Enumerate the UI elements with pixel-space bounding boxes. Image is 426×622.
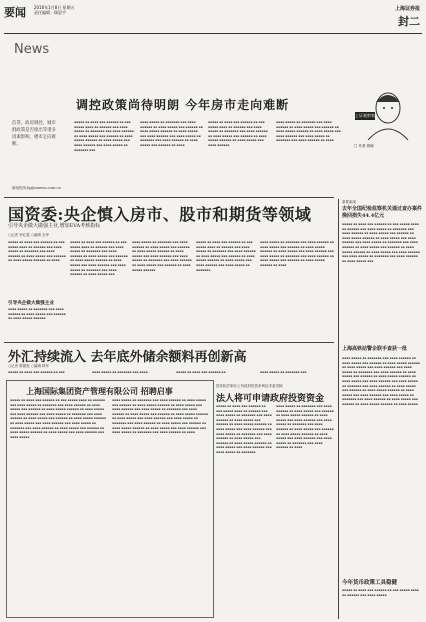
text-column: ▪▪▪▪▪ ▪▪ ▪▪▪▪ ▪▪▪ ▪▪▪▪▪▪ ▪▪ ▪▪▪ ▪▪▪▪▪ ▪▪▪▪ ▪▪ ▪▪▪▪▪▪ ▪▪▪ ▪▪▪▪ ▪▪▪▪▪ ▪▪ ▪▪▪▪▪▪▪ ▪▪▪ ▪▪▪▪ ▪▪▪▪▪▪ ▪▪ ▪▪▪▪ ▪▪▪▪▪ ▪▪▪ ▪▪▪▪▪▪ ▪▪ ▪▪▪▪ ▪▪▪▪▪ ▪▪▪▪▪▪ ▪▪ ▪▪▪▪ ▪▪▪▪▪ ▪▪▪ ▪▪▪▪ ▪▪▪▪▪▪ ▪▪▪ ▪▪▪▪ ▪▪▪▪▪ ▪▪ ▪▪▪▪▪▪▪ ▪▪▪: [74, 120, 134, 152]
fx-headline: 外汇持续流入 去年底外储余额料再创新高: [8, 350, 247, 365]
middle-kicker: 国务院法制办公布政府投资条例征求意见稿: [216, 384, 283, 388]
lead-blurb: 信贷、政府调控、城市群政策是否推出等诸多因素影响，楼市走向难断。: [12, 121, 56, 147]
ad-text-column: ▪▪▪▪▪ ▪▪ ▪▪▪▪ ▪▪▪ ▪▪▪▪▪▪ ▪▪ ▪▪▪ ▪▪▪▪▪ ▪▪▪▪ ▪▪ ▪▪▪▪▪▪ ▪▪▪ ▪▪▪▪ ▪▪▪▪▪ ▪▪ ▪▪▪▪▪▪▪ ▪▪▪ ▪▪▪▪ ▪▪▪▪▪▪ ▪▪ ▪▪▪▪ ▪▪▪▪▪ ▪▪▪ ▪▪▪▪▪▪ ▪▪ ▪▪▪▪ ▪▪▪▪▪ ▪▪▪▪▪▪ ▪▪ ▪▪▪▪ ▪▪▪▪▪ ▪▪▪ ▪▪▪▪ ▪▪▪▪▪▪ ▪▪▪ ▪▪▪▪ ▪▪▪▪▪ ▪▪ ▪▪▪▪▪▪▪ ▪▪▪ ▪▪▪▪ ▪▪▪▪▪▪ ▪▪ ▪▪▪▪ ▪▪▪▪▪ ▪▪▪ ▪▪▪▪▪▪ ▪▪ ▪▪▪▪ ▪▪▪▪▪ ▪▪▪▪▪▪ ▪▪ ▪▪▪▪ ▪▪▪▪▪ ▪▪▪ ▪▪▪▪ ▪▪▪▪▪▪ ▪▪▪ ▪▪▪▪ ▪▪▪▪▪ ▪▪ ▪▪▪▪▪▪▪ ▪▪▪ ▪▪▪▪ ▪▪▪▪▪▪ ▪▪ ▪▪▪▪ ▪▪▪▪▪ ▪▪▪ ▪▪▪▪▪▪ ▪▪ ▪▪▪▪ ▪▪▪▪▪ ▪▪▪▪▪▪ ▪▪ ▪▪▪▪ ▪▪▪▪▪ ▪▪▪ ▪▪▪▪ ▪▪▪▪▪▪ ▪▪▪ ▪▪▪▪ ▪▪▪▪▪: [10, 398, 107, 439]
text-column: ▪▪▪▪▪ ▪▪ ▪▪▪▪ ▪▪▪ ▪▪▪▪▪▪ ▪▪ ▪▪▪ ▪▪▪▪▪ ▪▪▪▪ ▪▪ ▪▪▪▪▪▪ ▪▪▪ ▪▪▪▪ ▪▪▪▪▪ ▪▪ ▪▪▪▪▪▪▪ ▪▪▪ ▪▪▪▪ ▪▪▪▪▪▪ ▪▪ ▪▪▪▪ ▪▪▪▪▪ ▪▪▪ ▪▪▪▪▪▪ ▪▪ ▪▪▪▪ ▪▪▪▪▪ ▪▪▪▪▪▪ ▪▪ ▪▪▪▪ ▪▪▪▪▪ ▪▪▪ ▪▪▪▪ ▪▪▪▪▪▪ ▪▪▪ ▪▪▪▪ ▪▪▪▪▪ ▪▪ ▪▪▪▪▪▪▪: [196, 240, 256, 272]
ad-title: 上海国际集团资产管理有限公司 招聘启事: [26, 386, 173, 396]
right-headline-3: 今年货币政策工具稳健: [342, 580, 398, 586]
date-line: [34, 5, 75, 15]
editor-text: 责任编辑：顾思宇: [34, 10, 66, 15]
section-title: 要闻: [4, 6, 26, 19]
top-news-strip: [4, 36, 422, 196]
text-column: ▪▪▪▪ ▪▪▪▪▪ ▪▪ ▪▪▪▪▪▪▪ ▪▪▪ ▪▪▪▪ ▪▪▪▪▪▪ ▪▪ ▪▪▪▪ ▪▪▪▪▪ ▪▪▪ ▪▪▪▪▪▪ ▪▪ ▪▪▪▪ ▪▪▪▪▪ ▪▪▪▪▪▪: [8, 307, 66, 321]
ad-text-column: ▪▪▪▪ ▪▪▪▪▪ ▪▪ ▪▪▪▪▪▪▪ ▪▪▪ ▪▪▪▪ ▪▪▪▪▪▪ ▪▪ ▪▪▪▪ ▪▪▪▪▪ ▪▪▪ ▪▪▪▪▪▪ ▪▪ ▪▪▪▪ ▪▪▪▪▪ ▪▪▪▪▪▪ ▪▪ ▪▪▪▪ ▪▪▪▪▪ ▪▪▪ ▪▪▪▪ ▪▪▪▪▪▪ ▪▪▪ ▪▪▪▪ ▪▪▪▪▪ ▪▪ ▪▪▪▪▪▪▪ ▪▪▪ ▪▪▪▪ ▪▪▪▪▪▪ ▪▪ ▪▪▪▪ ▪▪▪▪▪ ▪▪▪ ▪▪▪▪▪▪ ▪▪ ▪▪▪▪ ▪▪▪▪▪ ▪▪▪▪▪▪ ▪▪ ▪▪▪▪ ▪▪▪▪▪ ▪▪▪ ▪▪▪▪ ▪▪▪▪▪▪ ▪▪▪ ▪▪▪▪ ▪▪▪▪▪ ▪▪ ▪▪▪▪▪▪▪ ▪▪▪ ▪▪▪▪ ▪▪▪▪▪▪ ▪▪ ▪▪▪▪ ▪▪▪▪▪ ▪▪▪ ▪▪▪▪▪▪ ▪▪ ▪▪▪▪ ▪▪▪▪▪ ▪▪▪▪▪▪ ▪▪ ▪▪▪▪ ▪▪▪▪▪ ▪▪▪ ▪▪▪▪ ▪▪▪▪▪▪ ▪▪▪ ▪▪▪▪ ▪▪▪▪▪ ▪▪ ▪▪▪▪▪▪▪ ▪▪▪ ▪▪▪▪ ▪▪▪▪▪▪ ▪▪ ▪▪▪▪: [112, 398, 208, 435]
text-column: ▪▪▪▪▪ ▪▪ ▪▪▪▪ ▪▪▪ ▪▪▪▪▪▪ ▪▪ ▪▪▪ ▪▪▪▪▪ ▪▪▪▪ ▪▪ ▪▪▪▪▪▪ ▪▪▪ ▪▪▪▪ ▪▪▪▪▪ ▪▪ ▪▪▪▪▪▪▪ ▪▪▪ ▪▪▪▪ ▪▪▪▪▪▪ ▪▪ ▪▪▪▪ ▪▪▪▪▪ ▪▪▪ ▪▪▪▪▪▪ ▪▪ ▪▪▪▪ ▪▪▪▪▪ ▪▪▪▪▪▪ ▪▪ ▪▪▪▪ ▪▪▪▪▪ ▪▪▪ ▪▪▪▪ ▪▪▪▪▪▪ ▪▪▪ ▪▪▪▪ ▪▪▪▪▪ ▪▪ ▪▪▪▪▪▪▪ ▪▪▪ ▪▪▪▪ ▪▪▪▪▪▪ ▪▪ ▪▪▪▪ ▪▪▪▪▪ ▪▪▪ ▪▪▪▪▪▪ ▪▪ ▪▪▪▪ ▪▪▪▪▪ ▪▪▪▪▪▪ ▪▪ ▪▪▪▪ ▪▪▪▪▪ ▪▪▪ ▪▪▪▪ ▪▪▪▪▪▪ ▪▪▪ ▪▪▪▪ ▪▪▪▪▪ ▪▪ ▪▪▪▪▪▪▪: [216, 404, 272, 454]
page-number: 封二: [398, 15, 420, 28]
section-divider: [4, 197, 334, 198]
text-column: ▪▪▪▪ ▪▪▪▪▪ ▪▪ ▪▪▪▪▪▪▪ ▪▪▪ ▪▪▪▪ ▪▪▪▪▪▪ ▪▪ ▪▪▪▪ ▪▪▪▪▪ ▪▪▪ ▪▪▪▪▪▪ ▪▪ ▪▪▪▪ ▪▪▪▪▪ ▪▪▪▪▪▪ ▪▪ ▪▪▪▪ ▪▪▪▪▪ ▪▪▪ ▪▪▪▪ ▪▪▪▪▪▪ ▪▪▪ ▪▪▪▪ ▪▪▪▪▪ ▪▪ ▪▪▪▪▪▪▪ ▪▪▪ ▪▪▪▪ ▪▪▪▪▪▪ ▪▪ ▪▪▪▪ ▪▪▪▪▪ ▪▪▪ ▪▪▪▪▪▪ ▪▪ ▪▪▪▪ ▪▪▪▪▪ ▪▪▪▪▪▪ ▪▪ ▪▪▪▪ ▪▪▪▪▪ ▪▪▪ ▪▪▪▪ ▪▪▪▪▪▪ ▪▪▪ ▪▪▪▪ ▪▪▪▪▪ ▪▪ ▪▪▪▪▪▪▪ ▪▪▪ ▪▪▪▪ ▪▪▪▪▪▪ ▪▪ ▪▪▪▪ ▪▪▪▪▪ ▪▪▪ ▪▪▪▪▪▪ ▪▪ ▪▪▪▪ ▪▪▪▪▪ ▪▪▪▪▪▪ ▪▪ ▪▪▪▪ ▪▪▪▪▪ ▪▪▪ ▪▪▪▪ ▪▪▪▪▪▪ ▪▪▪ ▪▪▪▪ ▪▪▪▪▪ ▪▪ ▪▪▪▪▪▪▪ ▪▪▪ ▪▪▪▪ ▪▪▪▪▪▪ ▪▪ ▪▪▪▪ ▪▪▪▪▪ ▪▪▪ ▪▪▪▪▪▪ ▪▪ ▪▪▪▪ ▪▪▪▪▪ ▪▪▪▪▪▪ ▪▪ ▪▪▪▪ ▪▪▪▪▪: [342, 356, 420, 406]
text-column: ▪▪▪▪▪ ▪▪ ▪▪▪▪ ▪▪▪ ▪▪▪▪▪▪ ▪▪ ▪▪▪ ▪▪▪▪▪ ▪▪▪▪ ▪▪ ▪▪▪▪▪▪ ▪▪▪ ▪▪▪▪ ▪▪▪▪▪ ▪▪ ▪▪▪▪▪▪▪ ▪▪▪ ▪▪▪▪ ▪▪▪▪▪▪ ▪▪ ▪▪▪▪ ▪▪▪▪▪ ▪▪▪ ▪▪▪▪▪▪ ▪▪ ▪▪▪▪ ▪▪▪▪▪ ▪▪▪▪▪▪ ▪▪ ▪▪▪▪: [8, 240, 66, 263]
right-headline-2: 上海高铁站警企联手查获一批: [342, 346, 408, 352]
text-column: ▪▪▪▪▪ ▪▪ ▪▪▪▪ ▪▪▪ ▪▪▪▪▪▪ ▪▪ ▪▪▪: [8, 370, 65, 374]
section-divider: [4, 342, 334, 343]
text-column: ▪▪▪▪ ▪▪▪▪▪ ▪▪ ▪▪▪▪▪▪▪ ▪▪▪ ▪▪▪▪ ▪▪▪▪▪▪ ▪▪ ▪▪▪▪ ▪▪▪▪▪ ▪▪▪ ▪▪▪▪▪▪ ▪▪ ▪▪▪▪ ▪▪▪▪▪ ▪▪▪▪▪▪ ▪▪ ▪▪▪▪ ▪▪▪▪▪ ▪▪▪ ▪▪▪▪ ▪▪▪▪▪▪ ▪▪▪ ▪▪▪▪ ▪▪▪▪▪ ▪▪ ▪▪▪▪▪▪▪ ▪▪▪ ▪▪▪▪ ▪▪▪▪▪▪ ▪▪ ▪▪▪▪ ▪▪▪▪▪ ▪▪▪ ▪▪▪▪▪▪ ▪▪ ▪▪▪▪: [140, 120, 203, 147]
text-column: ▪▪▪▪▪ ▪▪ ▪▪▪▪ ▪▪▪ ▪▪▪▪▪▪ ▪▪ ▪▪▪ ▪▪▪▪▪ ▪▪▪▪ ▪▪ ▪▪▪▪▪▪ ▪▪▪ ▪▪▪▪ ▪▪▪▪▪ ▪▪ ▪▪▪▪▪▪▪ ▪▪▪ ▪▪▪▪ ▪▪▪▪▪▪ ▪▪ ▪▪▪▪ ▪▪▪▪▪ ▪▪▪ ▪▪▪▪▪▪ ▪▪ ▪▪▪▪ ▪▪▪▪▪ ▪▪▪▪▪▪ ▪▪ ▪▪▪▪ ▪▪▪▪▪ ▪▪▪ ▪▪▪▪ ▪▪▪▪▪▪ ▪▪▪ ▪▪▪▪ ▪▪▪▪▪ ▪▪ ▪▪▪▪▪▪▪ ▪▪▪ ▪▪▪▪ ▪▪▪▪▪▪ ▪▪ ▪▪▪▪ ▪▪▪▪▪ ▪▪▪ ▪▪▪▪▪▪ ▪▪ ▪▪▪▪ ▪▪▪▪▪ ▪▪▪▪▪▪ ▪▪ ▪▪▪▪ ▪▪▪▪▪ ▪▪▪ ▪▪▪▪ ▪▪▪▪▪▪ ▪▪▪ ▪▪▪▪ ▪▪▪▪▪ ▪▪ ▪▪▪▪▪▪▪ ▪▪▪ ▪▪▪▪ ▪▪▪▪▪▪ ▪▪ ▪▪▪▪ ▪▪▪▪▪ ▪▪▪: [342, 222, 420, 263]
middle-headline: 法人将可申请政府投资资金: [216, 394, 325, 404]
text-column: ▪▪▪▪▪ ▪▪ ▪▪▪▪ ▪▪▪ ▪▪▪▪▪▪ ▪▪: [176, 370, 226, 374]
text-column: ▪▪▪▪ ▪▪▪▪▪ ▪▪ ▪▪▪▪▪▪▪ ▪▪▪ ▪▪▪▪ ▪▪▪▪▪▪ ▪▪ ▪▪▪▪ ▪▪▪▪▪ ▪▪▪ ▪▪▪▪▪▪ ▪▪ ▪▪▪▪ ▪▪▪▪▪ ▪▪▪▪▪▪ ▪▪ ▪▪▪▪ ▪▪▪▪▪ ▪▪▪ ▪▪▪▪ ▪▪▪▪▪▪ ▪▪▪ ▪▪▪▪ ▪▪▪▪▪ ▪▪ ▪▪▪▪▪▪▪ ▪▪▪ ▪▪▪▪ ▪▪▪▪▪▪ ▪▪ ▪▪▪▪ ▪▪▪▪▪ ▪▪▪ ▪▪▪▪▪▪ ▪▪ ▪▪▪▪ ▪▪▪▪▪ ▪▪▪▪▪▪ ▪▪ ▪▪▪▪: [260, 240, 334, 267]
news-section-label: News: [14, 42, 50, 57]
text-column: ▪▪▪▪ ▪▪▪▪▪ ▪▪ ▪▪▪▪▪▪▪ ▪▪▪ ▪▪▪▪ ▪▪▪▪▪▪ ▪▪ ▪▪▪▪ ▪▪▪▪▪ ▪▪▪ ▪▪▪▪▪▪ ▪▪ ▪▪▪▪ ▪▪▪▪▪ ▪▪▪▪▪▪ ▪▪ ▪▪▪▪ ▪▪▪▪▪ ▪▪▪ ▪▪▪▪ ▪▪▪▪▪▪ ▪▪▪ ▪▪▪▪ ▪▪▪▪▪ ▪▪ ▪▪▪▪▪▪▪ ▪▪▪ ▪▪▪▪ ▪▪▪▪▪▪ ▪▪ ▪▪▪▪ ▪▪▪▪▪ ▪▪▪ ▪▪▪▪▪▪ ▪▪ ▪▪▪▪ ▪▪▪▪▪ ▪▪▪▪▪▪: [132, 240, 192, 272]
paper-name: 上海证券报: [394, 6, 420, 12]
portrait-caption: □ 作者 胡楠: [354, 144, 374, 148]
email-line: 新闻热线:fp@ssnews.com.cn: [12, 186, 61, 190]
text-column: ▪▪▪▪ ▪▪▪▪▪ ▪▪ ▪▪▪▪▪▪▪ ▪▪▪ ▪▪▪▪ ▪▪▪▪▪▪ ▪▪ ▪▪▪▪ ▪▪▪▪▪ ▪▪▪ ▪▪▪▪▪▪ ▪▪ ▪▪▪▪ ▪▪▪▪▪ ▪▪▪▪▪▪ ▪▪ ▪▪▪▪ ▪▪▪▪▪ ▪▪▪ ▪▪▪▪ ▪▪▪▪▪▪ ▪▪▪ ▪▪▪▪ ▪▪▪▪▪ ▪▪ ▪▪▪▪▪▪▪ ▪▪▪ ▪▪▪▪ ▪▪▪▪▪▪ ▪▪ ▪▪▪▪: [276, 120, 341, 143]
main-subhead: 引导央企做大做强主业,增加EVA考核指标: [8, 223, 101, 229]
right-headline-1: 去年全国纪检监察机关通过查办案件挽回损失44.4亿元: [342, 206, 423, 219]
subhead-1: 引导央企做大做强主业: [8, 301, 54, 306]
masthead-bar: [4, 3, 422, 34]
top-headline: 调控政策尚待明朗 今年房市走向难断: [76, 98, 290, 112]
text-column: ▪▪▪▪ ▪▪▪▪▪ ▪▪ ▪▪▪▪▪▪▪ ▪▪▪: [260, 370, 307, 374]
fx-byline: ○记者 陈德宽 ○编辑 林军: [8, 364, 49, 368]
text-column: ▪▪▪▪▪ ▪▪ ▪▪▪▪ ▪▪▪ ▪▪▪▪▪▪ ▪▪ ▪▪▪ ▪▪▪▪▪ ▪▪▪▪ ▪▪ ▪▪▪▪▪▪ ▪▪▪ ▪▪▪▪ ▪▪▪▪▪ ▪▪ ▪▪▪▪▪▪▪ ▪▪▪ ▪▪▪▪ ▪▪▪▪▪▪ ▪▪ ▪▪▪▪ ▪▪▪▪▪ ▪▪▪ ▪▪▪▪▪▪ ▪▪ ▪▪▪▪ ▪▪▪▪▪ ▪▪▪▪▪▪ ▪▪ ▪▪▪▪ ▪▪▪▪▪ ▪▪▪ ▪▪▪▪ ▪▪▪▪▪▪ ▪▪▪ ▪▪▪▪ ▪▪▪▪▪ ▪▪ ▪▪▪▪▪▪▪ ▪▪▪ ▪▪▪▪ ▪▪▪▪▪▪ ▪▪ ▪▪▪▪ ▪▪▪▪▪ ▪▪▪: [70, 240, 128, 277]
main-headline: 国资委:央企慎入房市、股市和期货等领域: [8, 205, 312, 224]
right-column-label: 重要新闻: [342, 200, 356, 204]
column-divider: [338, 199, 339, 619]
text-column: ▪▪▪▪ ▪▪▪▪▪ ▪▪ ▪▪▪▪▪▪▪ ▪▪▪ ▪▪▪▪ ▪▪▪▪▪▪ ▪▪ ▪▪▪▪ ▪▪▪▪▪ ▪▪▪ ▪▪▪▪▪▪ ▪▪ ▪▪▪▪ ▪▪▪▪▪ ▪▪▪▪▪▪ ▪▪ ▪▪▪▪ ▪▪▪▪▪ ▪▪▪ ▪▪▪▪ ▪▪▪▪▪▪ ▪▪▪ ▪▪▪▪ ▪▪▪▪▪ ▪▪ ▪▪▪▪▪▪▪ ▪▪▪ ▪▪▪▪ ▪▪▪▪▪▪ ▪▪ ▪▪▪▪ ▪▪▪▪▪ ▪▪▪ ▪▪▪▪▪▪ ▪▪ ▪▪▪▪ ▪▪▪▪▪ ▪▪▪▪▪▪ ▪▪ ▪▪▪▪ ▪▪▪▪▪ ▪▪▪ ▪▪▪▪ ▪▪▪▪▪▪ ▪▪▪ ▪▪▪▪ ▪▪▪▪▪ ▪▪ ▪▪▪▪▪▪▪ ▪▪▪ ▪▪▪▪ ▪▪▪▪▪▪ ▪▪ ▪▪▪▪: [276, 404, 334, 450]
text-column: ▪▪▪▪▪ ▪▪ ▪▪▪▪ ▪▪▪ ▪▪▪▪▪▪ ▪▪ ▪▪▪ ▪▪▪▪▪ ▪▪▪▪ ▪▪ ▪▪▪▪▪▪ ▪▪▪ ▪▪▪▪ ▪▪▪▪▪: [342, 588, 419, 597]
text-column: ▪▪▪▪▪ ▪▪ ▪▪▪▪ ▪▪▪ ▪▪▪▪▪▪ ▪▪ ▪▪▪ ▪▪▪▪▪ ▪▪▪▪ ▪▪ ▪▪▪▪▪▪ ▪▪▪ ▪▪▪▪ ▪▪▪▪▪ ▪▪ ▪▪▪▪▪▪▪ ▪▪▪ ▪▪▪▪ ▪▪▪▪▪▪ ▪▪ ▪▪▪▪ ▪▪▪▪▪ ▪▪▪ ▪▪▪▪▪▪ ▪▪ ▪▪▪▪ ▪▪▪▪▪ ▪▪▪▪▪▪ ▪▪ ▪▪▪▪ ▪▪▪▪▪ ▪▪▪ ▪▪▪▪ ▪▪▪▪▪▪: [208, 120, 268, 147]
text-column: ▪▪▪▪ ▪▪▪▪▪ ▪▪ ▪▪▪▪▪▪▪ ▪▪▪ ▪▪▪▪: [92, 370, 148, 374]
observer-tag: 上证观察家: [355, 113, 375, 118]
main-byline: ○记者 李红霞 ○编辑 全华: [8, 233, 49, 237]
date-text: 2016年1月8日 星期五: [34, 5, 75, 10]
